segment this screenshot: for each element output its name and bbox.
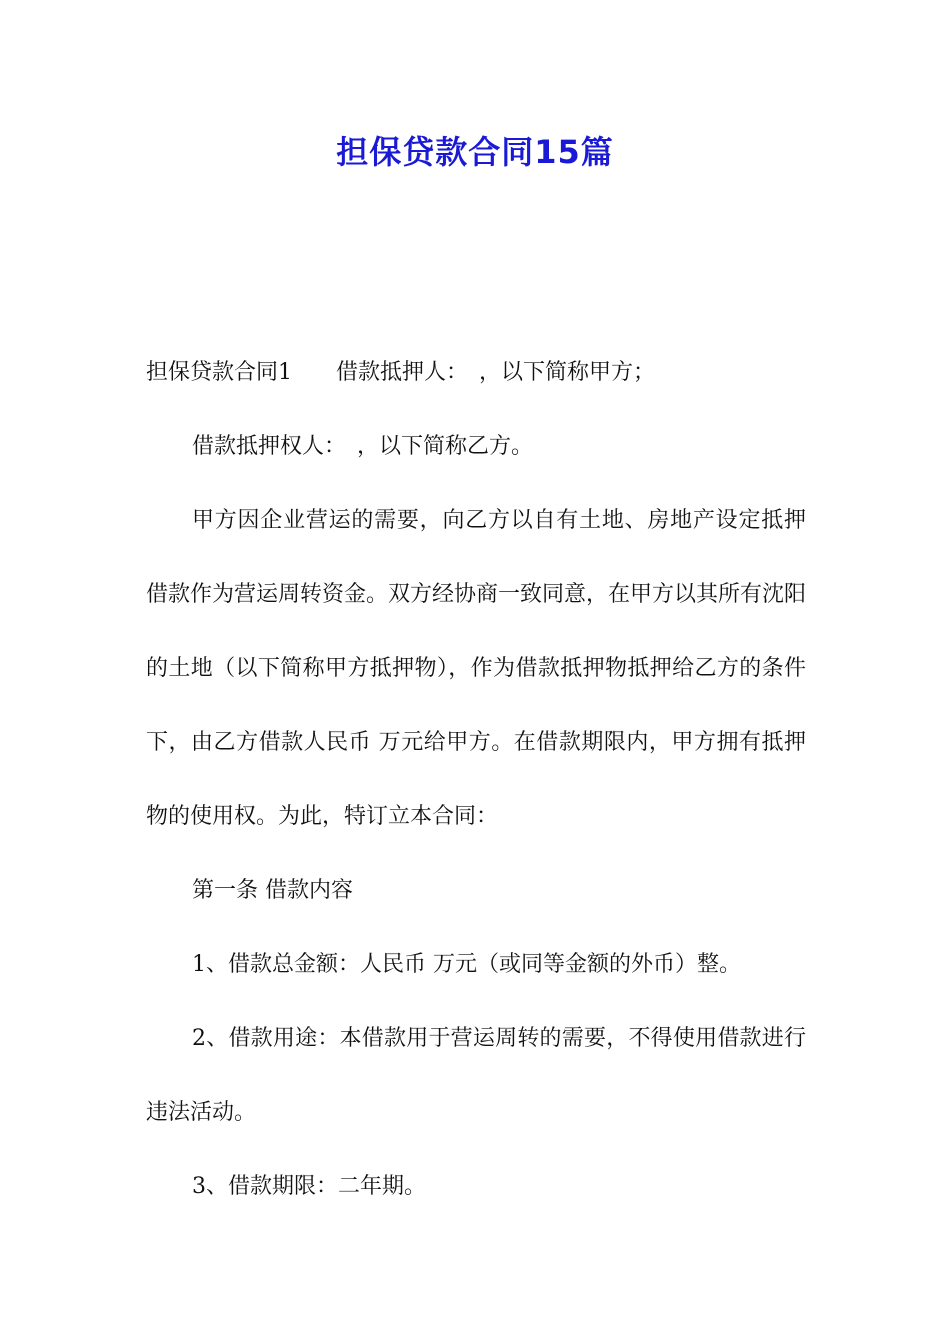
document-title: 担保贷款合同15篇 (336, 133, 614, 171)
clause-loan-amount: 1、借款总金额：人民币 万元（或同等金额的外币）整。 (192, 952, 741, 977)
paragraph-preamble: 甲方因企业营运的需要，向乙方以自有土地、房地产设定抵押借款作为营运周转资金。双方经协商一致同意，在甲方以其所有沈阳的土地（以下简称甲方抵押物），作为借款抵押物抵押给乙方的条件下，由乙方借款人民币 万元给甲方。在借款期限内，甲方拥有抵押物的使用权。为此，特订立本合同： (146, 508, 807, 829)
clause-loan-term: 3、借款期限：二年期。 (192, 1174, 426, 1199)
paragraph-lender: 借款抵押权人： ，以下简称乙方。 (192, 434, 534, 459)
paragraph-header: 担保贷款合同1 借款抵押人： ，以下简称甲方； (146, 360, 655, 385)
document-body (146, 336, 806, 1224)
clause-loan-purpose: 2、借款用途：本借款用于营运周转的需要，不得使用借款进行违法活动。 (146, 1026, 806, 1125)
article-one-heading: 第一条 借款内容 (192, 878, 353, 903)
